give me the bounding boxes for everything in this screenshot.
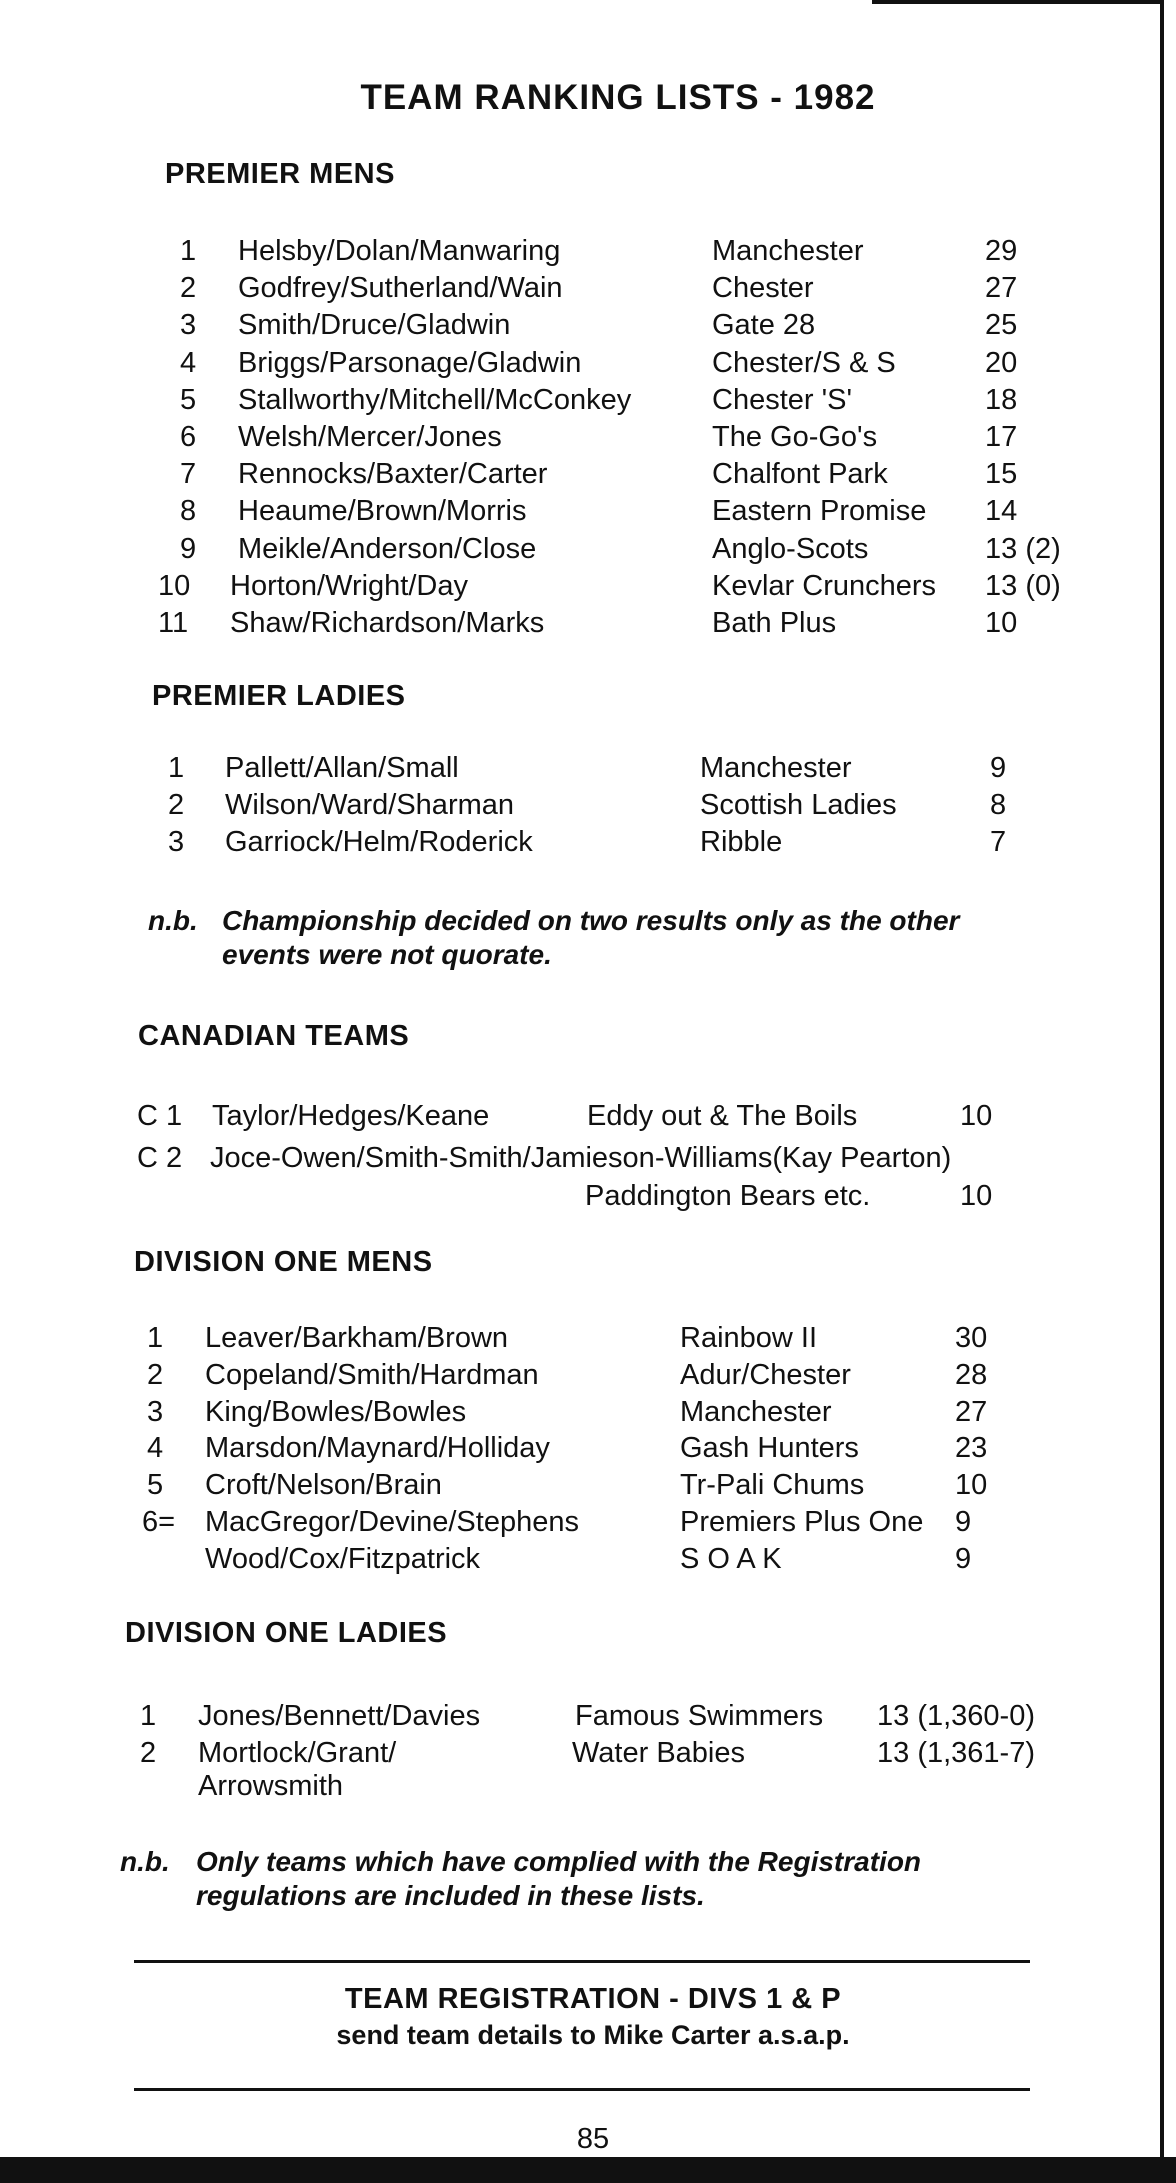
team-cell: Pallett/Allan/Small bbox=[225, 752, 459, 784]
table-row bbox=[0, 233, 1150, 269]
table-row bbox=[0, 1430, 1150, 1466]
team-cell: Copeland/Smith/Hardman bbox=[205, 1358, 539, 1391]
points-cell: 28 bbox=[955, 1358, 988, 1391]
points-cell: 30 bbox=[955, 1322, 988, 1354]
table-row bbox=[0, 270, 1150, 306]
club-cell: Manchester bbox=[680, 1395, 832, 1428]
table-row bbox=[0, 1735, 1150, 1771]
club-cell: Scottish Ladies bbox=[700, 789, 897, 821]
club-cell: Famous Swimmers bbox=[575, 1700, 824, 1732]
points-cell: 27 bbox=[985, 272, 1018, 305]
points-cell: 10 bbox=[955, 1469, 988, 1502]
scan-edge-right bbox=[1160, 0, 1164, 2183]
registration-heading: TEAM REGISTRATION - DIVS 1 & P bbox=[344, 1983, 842, 2015]
club-cell: Kevlar Crunchers bbox=[712, 569, 937, 602]
club-cell: Premiers Plus One bbox=[680, 1506, 924, 1538]
note-line: Championship decided on two results only as the other bbox=[222, 905, 960, 936]
rank-cell: 6= bbox=[142, 1506, 176, 1538]
club-cell: Manchester bbox=[712, 235, 864, 267]
team-cell: Heaume/Brown/Morris bbox=[238, 495, 527, 528]
table-row bbox=[0, 605, 1150, 641]
table-row bbox=[0, 531, 1150, 567]
section-heading-canadian-teams: CANADIAN TEAMS bbox=[138, 1020, 410, 1052]
rank-cell: 3 bbox=[147, 1395, 164, 1428]
section-heading-premier-ladies: PREMIER LADIES bbox=[152, 680, 406, 712]
club-cell: Eddy out & The Boils bbox=[587, 1100, 858, 1132]
points-cell: 15 bbox=[985, 458, 1018, 491]
divider bbox=[134, 1960, 1030, 1963]
club-cell: Water Babies bbox=[572, 1737, 745, 1769]
club-cell: Chester 'S' bbox=[712, 383, 853, 416]
rank-cell: 5 bbox=[147, 1469, 164, 1502]
table-row bbox=[0, 1698, 1150, 1734]
points-cell: 9 bbox=[990, 752, 1007, 784]
club-cell: Eastern Promise bbox=[712, 495, 927, 528]
registration-subtext: send team details to Mike Carter a.s.a.p. bbox=[336, 2020, 850, 2050]
points-cell: 10 bbox=[985, 607, 1018, 639]
note-label: n.b. bbox=[120, 1846, 170, 1877]
team-cell: Mortlock/Grant/ bbox=[198, 1737, 397, 1769]
club-cell: Anglo-Scots bbox=[712, 532, 869, 565]
table-row bbox=[0, 345, 1150, 381]
team-cell: Smith/Druce/Gladwin bbox=[238, 309, 511, 342]
team-cell: Wilson/Ward/Sharman bbox=[225, 789, 515, 821]
points-cell: 14 bbox=[985, 495, 1018, 528]
team-cell: King/Bowles/Bowles bbox=[205, 1395, 467, 1428]
club-cell: Chester bbox=[712, 272, 814, 305]
rank-cell: 9 bbox=[180, 532, 197, 565]
points-cell: 13 (1,361-7) bbox=[877, 1737, 1035, 1769]
team-cell: MacGregor/Devine/Stephens bbox=[205, 1506, 579, 1538]
rank-cell: 3 bbox=[168, 826, 185, 858]
team-cell: Jones/Bennett/Davies bbox=[198, 1700, 481, 1732]
points-cell: 17 bbox=[985, 421, 1018, 453]
rank-cell: C 1 bbox=[137, 1100, 183, 1132]
team-cell: Taylor/Hedges/Keane bbox=[212, 1100, 490, 1132]
note-line: Only teams which have complied with the Registration bbox=[196, 1846, 922, 1877]
rank-cell: 2 bbox=[168, 789, 185, 821]
table-row-continuation bbox=[0, 1768, 1150, 1804]
club-cell: Tr-Pali Chums bbox=[680, 1469, 865, 1502]
page-number: 85 bbox=[576, 2123, 610, 2155]
team-cell: Horton/Wright/Day bbox=[230, 569, 468, 602]
rank-cell: 1 bbox=[168, 752, 185, 784]
points-cell: 9 bbox=[955, 1542, 972, 1575]
scan-edge-top bbox=[872, 0, 1162, 4]
points-cell: 9 bbox=[955, 1506, 972, 1538]
table-row bbox=[0, 456, 1150, 492]
table-row bbox=[0, 1320, 1150, 1356]
points-cell: 10 bbox=[960, 1100, 993, 1132]
page-title: TEAM RANKING LISTS - 1982 bbox=[360, 78, 876, 117]
table-row bbox=[0, 382, 1150, 418]
rank-cell: 1 bbox=[180, 235, 197, 267]
team-cell: Garriock/Helm/Roderick bbox=[225, 826, 533, 858]
team-cell: Joce-Owen/Smith-Smith/Jamieson-Williams(Kay Pearton) bbox=[210, 1142, 952, 1174]
points-cell: 7 bbox=[990, 826, 1007, 858]
table-row bbox=[0, 1140, 1150, 1176]
points-cell: 13 (2) bbox=[985, 532, 1061, 565]
rank-cell: 5 bbox=[180, 383, 197, 416]
club-cell: Chalfont Park bbox=[712, 458, 888, 491]
rank-cell: 2 bbox=[180, 272, 197, 305]
rank-cell: 1 bbox=[140, 1700, 157, 1732]
rank-cell: 7 bbox=[180, 458, 197, 491]
team-cell: Stallworthy/Mitchell/McConkey bbox=[238, 383, 632, 416]
club-cell: Rainbow II bbox=[680, 1322, 818, 1354]
rank-cell: 4 bbox=[180, 346, 197, 379]
note-registration bbox=[120, 1846, 1080, 1916]
rank-cell: C 2 bbox=[137, 1142, 183, 1174]
points-cell: 10 bbox=[960, 1180, 993, 1212]
team-cell: Arrowsmith bbox=[198, 1770, 344, 1802]
table-row-continuation bbox=[0, 1178, 1150, 1214]
club-cell: Chester/S & S bbox=[712, 346, 896, 379]
section-heading-division-one-mens: DIVISION ONE MENS bbox=[134, 1246, 433, 1278]
team-cell: Shaw/Richardson/Marks bbox=[230, 607, 545, 639]
team-cell: Welsh/Mercer/Jones bbox=[238, 421, 502, 453]
team-cell: Rennocks/Baxter/Carter bbox=[238, 458, 548, 491]
team-cell: Marsdon/Maynard/Holliday bbox=[205, 1432, 550, 1465]
team-cell: Briggs/Parsonage/Gladwin bbox=[238, 346, 582, 379]
club-cell: Gash Hunters bbox=[680, 1432, 859, 1465]
points-cell: 25 bbox=[985, 309, 1018, 342]
table-row bbox=[0, 419, 1150, 455]
rank-cell: 2 bbox=[140, 1737, 157, 1769]
rank-cell: 8 bbox=[180, 495, 197, 528]
note-line: regulations are included in these lists. bbox=[196, 1880, 705, 1911]
club-cell: Gate 28 bbox=[712, 309, 816, 342]
note-label: n.b. bbox=[148, 905, 198, 936]
section-heading-division-one-ladies: DIVISION ONE LADIES bbox=[125, 1617, 448, 1649]
team-cell: Helsby/Dolan/Manwaring bbox=[238, 235, 561, 267]
table-row bbox=[0, 1467, 1150, 1503]
scan-edge-bottom bbox=[0, 2157, 1176, 2183]
club-cell: Manchester bbox=[700, 752, 852, 784]
table-row bbox=[0, 787, 1150, 823]
table-row bbox=[0, 307, 1150, 343]
table-row bbox=[0, 1394, 1150, 1430]
points-cell: 20 bbox=[985, 346, 1018, 379]
table-row bbox=[0, 1504, 1150, 1540]
rank-cell: 3 bbox=[180, 309, 197, 342]
table-row bbox=[0, 568, 1150, 604]
points-cell: 13 (1,360-0) bbox=[877, 1700, 1035, 1732]
table-row bbox=[0, 1357, 1150, 1393]
rank-cell: 11 bbox=[158, 607, 189, 639]
points-cell: 18 bbox=[985, 383, 1018, 416]
team-cell: Croft/Nelson/Brain bbox=[205, 1469, 442, 1502]
club-cell: Adur/Chester bbox=[680, 1358, 851, 1391]
rank-cell: 6 bbox=[180, 421, 197, 453]
team-cell: Wood/Cox/Fitzpatrick bbox=[205, 1542, 481, 1575]
team-cell: Meikle/Anderson/Close bbox=[238, 532, 537, 565]
table-row bbox=[0, 824, 1150, 860]
club-cell: S O A K bbox=[680, 1542, 782, 1575]
club-cell: Ribble bbox=[700, 826, 783, 858]
table-row bbox=[0, 750, 1150, 786]
team-cell: Leaver/Barkham/Brown bbox=[205, 1322, 509, 1354]
points-cell: 8 bbox=[990, 789, 1007, 821]
points-cell: 13 (0) bbox=[985, 569, 1061, 602]
section-heading-premier-mens: PREMIER MENS bbox=[165, 158, 395, 190]
table-row bbox=[0, 493, 1150, 529]
club-cell: The Go-Go's bbox=[712, 421, 878, 453]
rank-cell: 10 bbox=[158, 569, 191, 602]
divider bbox=[134, 2088, 1030, 2091]
club-cell: Paddington Bears etc. bbox=[585, 1180, 871, 1212]
club-cell: Bath Plus bbox=[712, 607, 837, 639]
table-row bbox=[0, 1541, 1150, 1577]
note-championship bbox=[148, 905, 1048, 975]
note-line: events were not quorate. bbox=[222, 939, 552, 970]
table-row bbox=[0, 1098, 1150, 1134]
points-cell: 27 bbox=[955, 1395, 988, 1428]
rank-cell: 2 bbox=[147, 1358, 164, 1391]
points-cell: 23 bbox=[955, 1432, 988, 1465]
points-cell: 29 bbox=[985, 235, 1018, 267]
rank-cell: 1 bbox=[147, 1322, 164, 1354]
team-cell: Godfrey/Sutherland/Wain bbox=[238, 272, 563, 305]
rank-cell: 4 bbox=[147, 1432, 164, 1465]
